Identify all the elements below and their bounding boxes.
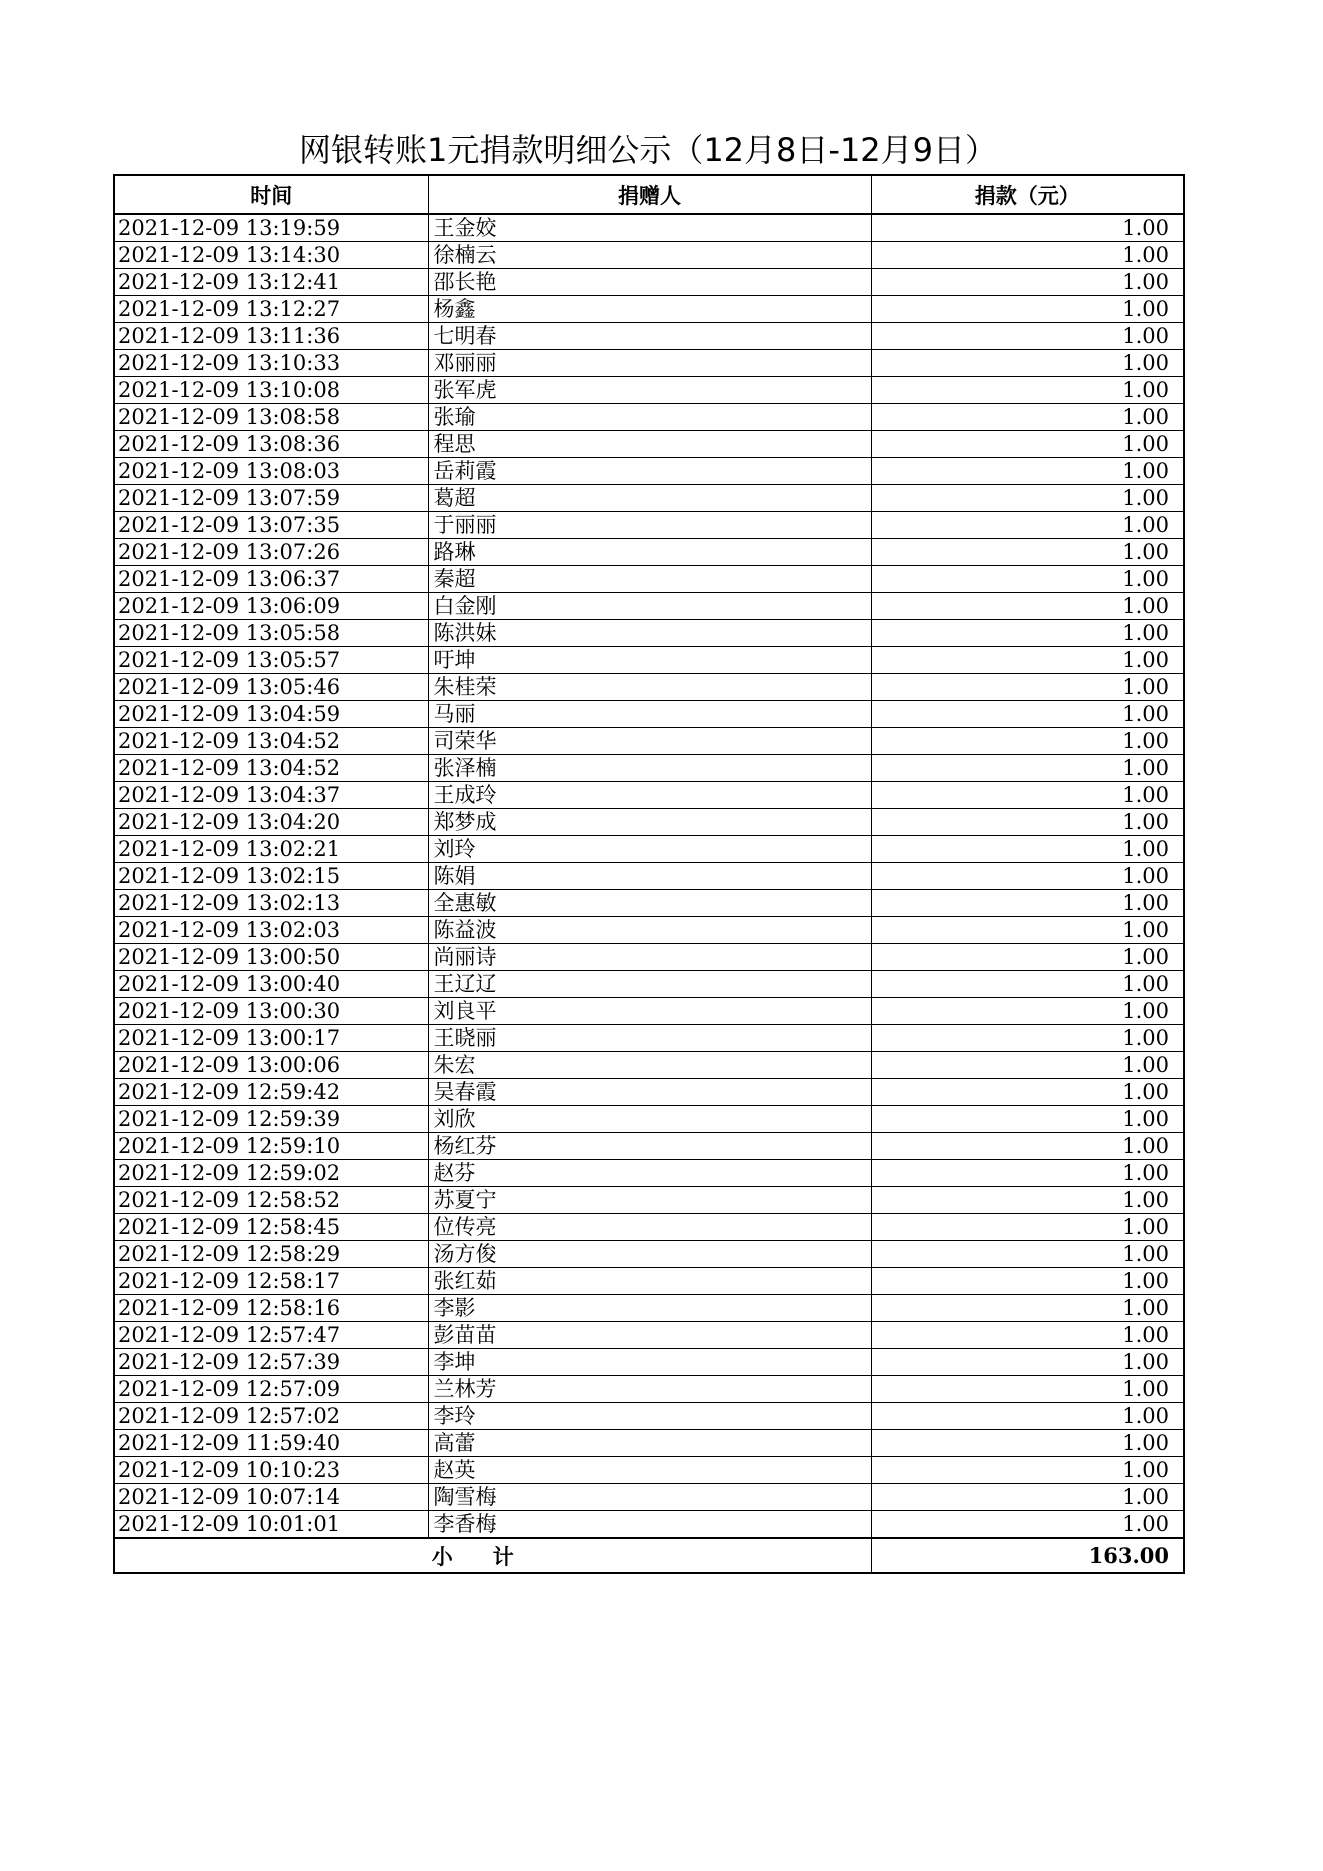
donor-name: 王辽辽 (428, 971, 871, 998)
donor-name: 位传亮 (428, 1214, 871, 1241)
donor-name: 刘良平 (428, 998, 871, 1025)
donation-amount: 1.00 (871, 539, 1184, 566)
table-row (114, 1322, 1184, 1349)
donation-amount: 1.00 (871, 323, 1184, 350)
donation-amount: 1.00 (871, 647, 1184, 674)
table-row (114, 917, 1184, 944)
donation-amount: 1.00 (871, 1511, 1184, 1539)
donation-time: 2021-12-09 12:58:29 (114, 1241, 428, 1268)
donor-name: 于丽丽 (428, 512, 871, 539)
donation-amount: 1.00 (871, 485, 1184, 512)
donation-time: 2021-12-09 10:10:23 (114, 1457, 428, 1484)
donor-name: 赵芬 (428, 1160, 871, 1187)
table-row (114, 512, 1184, 539)
donor-name: 汤方俊 (428, 1241, 871, 1268)
donation-amount: 1.00 (871, 1052, 1184, 1079)
donation-time: 2021-12-09 13:04:52 (114, 755, 428, 782)
donation-time: 2021-12-09 13:12:27 (114, 296, 428, 323)
donor-name: 七明春 (428, 323, 871, 350)
table-row (114, 782, 1184, 809)
table-row (114, 1349, 1184, 1376)
donor-name: 秦超 (428, 566, 871, 593)
donor-name: 陈娟 (428, 863, 871, 890)
table-row (114, 1160, 1184, 1187)
donor-name: 司荣华 (428, 728, 871, 755)
donation-amount: 1.00 (871, 998, 1184, 1025)
donation-time: 2021-12-09 12:57:39 (114, 1349, 428, 1376)
donation-amount: 1.00 (871, 863, 1184, 890)
table-row (114, 647, 1184, 674)
donation-amount: 1.00 (871, 242, 1184, 269)
table-row (114, 1214, 1184, 1241)
table-row (114, 296, 1184, 323)
table-row (114, 755, 1184, 782)
donation-amount: 1.00 (871, 782, 1184, 809)
table-row (114, 1187, 1184, 1214)
table-row (114, 1241, 1184, 1268)
donor-name: 徐楠云 (428, 242, 871, 269)
donation-time: 2021-12-09 13:04:20 (114, 809, 428, 836)
table-row (114, 809, 1184, 836)
donor-name: 张泽楠 (428, 755, 871, 782)
donation-amount: 1.00 (871, 350, 1184, 377)
donor-name: 葛超 (428, 485, 871, 512)
donor-name: 路琳 (428, 539, 871, 566)
donor-name: 李影 (428, 1295, 871, 1322)
donor-name: 张瑜 (428, 404, 871, 431)
donation-time: 2021-12-09 13:06:37 (114, 566, 428, 593)
table-row (114, 728, 1184, 755)
donation-amount: 1.00 (871, 269, 1184, 296)
table-row (114, 890, 1184, 917)
donor-name: 朱宏 (428, 1052, 871, 1079)
table-row (114, 377, 1184, 404)
donation-time: 2021-12-09 13:08:03 (114, 458, 428, 485)
donation-time: 2021-12-09 12:57:02 (114, 1403, 428, 1430)
table-row (114, 1133, 1184, 1160)
donor-name: 尚丽诗 (428, 944, 871, 971)
donation-time: 2021-12-09 12:58:16 (114, 1295, 428, 1322)
table-row (114, 944, 1184, 971)
donation-amount: 1.00 (871, 296, 1184, 323)
donation-amount: 1.00 (871, 917, 1184, 944)
donation-amount: 1.00 (871, 1214, 1184, 1241)
table-body (114, 214, 1184, 1538)
donation-time: 2021-12-09 13:00:30 (114, 998, 428, 1025)
table-row (114, 1430, 1184, 1457)
donation-amount: 1.00 (871, 890, 1184, 917)
donor-name: 兰林芳 (428, 1376, 871, 1403)
donation-time: 2021-12-09 12:58:52 (114, 1187, 428, 1214)
donation-amount: 1.00 (871, 1268, 1184, 1295)
table-row (114, 1268, 1184, 1295)
donation-time: 2021-12-09 13:02:03 (114, 917, 428, 944)
table-row (114, 1025, 1184, 1052)
donor-name: 王金姣 (428, 214, 871, 242)
donation-time: 2021-12-09 13:00:17 (114, 1025, 428, 1052)
table-row (114, 1376, 1184, 1403)
subtotal-amount: 163.00 (871, 1538, 1184, 1573)
donation-time: 2021-12-09 13:12:41 (114, 269, 428, 296)
donation-amount: 1.00 (871, 1133, 1184, 1160)
donation-amount: 1.00 (871, 1241, 1184, 1268)
donation-amount: 1.00 (871, 1160, 1184, 1187)
donor-name: 全惠敏 (428, 890, 871, 917)
donation-time: 2021-12-09 13:02:15 (114, 863, 428, 890)
donation-time: 2021-12-09 12:59:02 (114, 1160, 428, 1187)
donation-amount: 1.00 (871, 1430, 1184, 1457)
donor-name: 王晓丽 (428, 1025, 871, 1052)
donor-name: 岳莉霞 (428, 458, 871, 485)
donor-name: 李玲 (428, 1403, 871, 1430)
donation-time: 2021-12-09 12:58:45 (114, 1214, 428, 1241)
table-row (114, 1079, 1184, 1106)
donor-name: 刘玲 (428, 836, 871, 863)
donation-table (113, 174, 1185, 1574)
donor-name: 吁坤 (428, 647, 871, 674)
donation-amount: 1.00 (871, 701, 1184, 728)
donor-name: 刘欣 (428, 1106, 871, 1133)
donation-amount: 1.00 (871, 1106, 1184, 1133)
donor-name: 邓丽丽 (428, 350, 871, 377)
donation-time: 2021-12-09 13:02:21 (114, 836, 428, 863)
donor-name: 彭苗苗 (428, 1322, 871, 1349)
donor-name: 苏夏宁 (428, 1187, 871, 1214)
donor-name: 张军虎 (428, 377, 871, 404)
header-time: 时间 (114, 175, 428, 214)
table-row (114, 620, 1184, 647)
donation-time: 2021-12-09 13:00:50 (114, 944, 428, 971)
donation-time: 2021-12-09 13:07:26 (114, 539, 428, 566)
donation-time: 2021-12-09 12:59:39 (114, 1106, 428, 1133)
donation-time: 2021-12-09 12:59:10 (114, 1133, 428, 1160)
donor-name: 高蕾 (428, 1430, 871, 1457)
table-row (114, 458, 1184, 485)
donation-time: 2021-12-09 13:19:59 (114, 214, 428, 242)
donor-name: 杨红芬 (428, 1133, 871, 1160)
donor-name: 杨鑫 (428, 296, 871, 323)
donation-time: 2021-12-09 13:04:37 (114, 782, 428, 809)
donation-amount: 1.00 (871, 1025, 1184, 1052)
donation-amount: 1.00 (871, 1403, 1184, 1430)
table-row (114, 566, 1184, 593)
donation-time: 2021-12-09 13:14:30 (114, 242, 428, 269)
donor-name: 王成玲 (428, 782, 871, 809)
table-row (114, 701, 1184, 728)
table-row (114, 836, 1184, 863)
donor-name: 陈益波 (428, 917, 871, 944)
donation-amount: 1.00 (871, 1295, 1184, 1322)
donation-amount: 1.00 (871, 1079, 1184, 1106)
table-row (114, 323, 1184, 350)
donation-amount: 1.00 (871, 755, 1184, 782)
donation-time: 2021-12-09 12:57:09 (114, 1376, 428, 1403)
donor-name: 张红茹 (428, 1268, 871, 1295)
subtotal-label: 小计 (114, 1538, 871, 1573)
donation-time: 2021-12-09 13:08:58 (114, 404, 428, 431)
donor-name: 朱桂荣 (428, 674, 871, 701)
donation-amount: 1.00 (871, 620, 1184, 647)
table-row (114, 539, 1184, 566)
table-row (114, 242, 1184, 269)
donation-amount: 1.00 (871, 404, 1184, 431)
donation-amount: 1.00 (871, 512, 1184, 539)
donor-name: 李坤 (428, 1349, 871, 1376)
donation-time: 2021-12-09 13:05:58 (114, 620, 428, 647)
table-row (114, 1511, 1184, 1539)
donation-amount: 1.00 (871, 728, 1184, 755)
donation-time: 2021-12-09 13:11:36 (114, 323, 428, 350)
donation-amount: 1.00 (871, 458, 1184, 485)
donor-name: 赵英 (428, 1457, 871, 1484)
donation-time: 2021-12-09 13:06:09 (114, 593, 428, 620)
donation-time: 2021-12-09 13:05:57 (114, 647, 428, 674)
donation-amount: 1.00 (871, 377, 1184, 404)
donation-amount: 1.00 (871, 593, 1184, 620)
subtotal-row (114, 1538, 1184, 1573)
table-row (114, 971, 1184, 998)
donation-time: 2021-12-09 13:10:08 (114, 377, 428, 404)
donation-amount: 1.00 (871, 674, 1184, 701)
donation-time: 2021-12-09 13:08:36 (114, 431, 428, 458)
donation-time: 2021-12-09 13:00:06 (114, 1052, 428, 1079)
donation-time: 2021-12-09 12:59:42 (114, 1079, 428, 1106)
table-row (114, 485, 1184, 512)
donation-amount: 1.00 (871, 1349, 1184, 1376)
table-row (114, 1052, 1184, 1079)
table-header-row (114, 175, 1184, 214)
table-row (114, 214, 1184, 242)
donor-name: 吴春霞 (428, 1079, 871, 1106)
donation-amount: 1.00 (871, 1457, 1184, 1484)
header-donor: 捐赠人 (428, 175, 871, 214)
header-amount: 捐款（元） (871, 175, 1184, 214)
donor-name: 郑梦成 (428, 809, 871, 836)
table-row (114, 1295, 1184, 1322)
table-row (114, 431, 1184, 458)
table-row (114, 863, 1184, 890)
donor-name: 马丽 (428, 701, 871, 728)
donation-time: 2021-12-09 10:01:01 (114, 1511, 428, 1539)
donation-time: 2021-12-09 13:07:59 (114, 485, 428, 512)
donor-name: 白金刚 (428, 593, 871, 620)
donation-time: 2021-12-09 12:58:17 (114, 1268, 428, 1295)
donation-time: 2021-12-09 13:04:52 (114, 728, 428, 755)
table-row (114, 1106, 1184, 1133)
donation-amount: 1.00 (871, 566, 1184, 593)
table-row (114, 1457, 1184, 1484)
donation-amount: 1.00 (871, 1376, 1184, 1403)
donation-time: 2021-12-09 13:10:33 (114, 350, 428, 377)
donation-amount: 1.00 (871, 1322, 1184, 1349)
donation-time: 2021-12-09 13:05:46 (114, 674, 428, 701)
donation-time: 2021-12-09 10:07:14 (114, 1484, 428, 1511)
donation-amount: 1.00 (871, 944, 1184, 971)
donor-name: 邵长艳 (428, 269, 871, 296)
donation-amount: 1.00 (871, 431, 1184, 458)
donation-time: 2021-12-09 13:00:40 (114, 971, 428, 998)
donation-time: 2021-12-09 11:59:40 (114, 1430, 428, 1457)
table-row (114, 269, 1184, 296)
donor-name: 陶雪梅 (428, 1484, 871, 1511)
donor-name: 程思 (428, 431, 871, 458)
table-row (114, 404, 1184, 431)
table-row (114, 1484, 1184, 1511)
donation-amount: 1.00 (871, 971, 1184, 998)
table-row (114, 674, 1184, 701)
table-row (114, 998, 1184, 1025)
page-title: 网银转账1元捐款明细公示（12月8日-12月9日） (298, 131, 998, 169)
table-row (114, 350, 1184, 377)
donor-name: 陈洪妹 (428, 620, 871, 647)
donation-time: 2021-12-09 13:07:35 (114, 512, 428, 539)
donation-amount: 1.00 (871, 809, 1184, 836)
donation-time: 2021-12-09 13:02:13 (114, 890, 428, 917)
donation-time: 2021-12-09 12:57:47 (114, 1322, 428, 1349)
donation-time: 2021-12-09 13:04:59 (114, 701, 428, 728)
table-row (114, 1403, 1184, 1430)
donation-amount: 1.00 (871, 1484, 1184, 1511)
donation-amount: 1.00 (871, 836, 1184, 863)
donation-amount: 1.00 (871, 214, 1184, 242)
table-row (114, 593, 1184, 620)
donation-amount: 1.00 (871, 1187, 1184, 1214)
donor-name: 李香梅 (428, 1511, 871, 1539)
